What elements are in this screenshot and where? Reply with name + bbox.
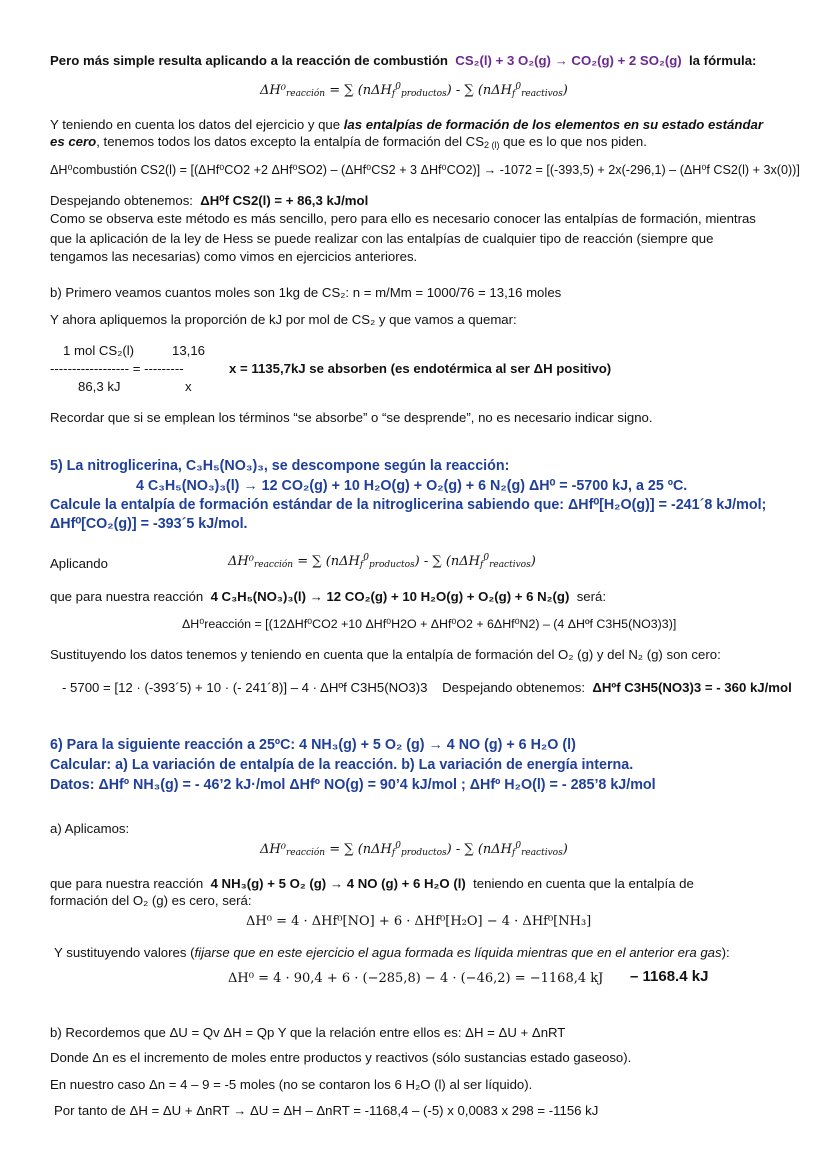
ex5-title: 5) La nitroglicerina, C₃H₅(NO₃)₃, se descompone según la reacción: bbox=[50, 458, 510, 474]
ex6-eq-result: – 1168.4 kJ bbox=[630, 968, 709, 985]
combustion-equation: ΔH⁰combustión CS2(l) = [(ΔHf⁰CO2 +2 ΔHf⁰SO2) – (ΔHf⁰CS2 + 3 ΔHf⁰CO2)] → -1072 = [(-393,5) + 2x(-296,1) – (ΔH⁰f CS2(l) + 3x(0))] bbox=[50, 163, 800, 177]
ex6-datos: Datos: ΔHfº NH₃(g) = - 46’2 kJ·/mol ΔHfº NO(g) = 90’4 kJ/mol ; ΔHfº H₂O(l) = - 285’8 kJ/mol bbox=[50, 777, 656, 793]
frac-bot-right: x bbox=[185, 379, 192, 394]
intro-line-1 bbox=[50, 52, 756, 69]
desp-line: Despejando obtenemos: ΔH⁰f CS2(l) = + 86,3 kJ/mol bbox=[50, 193, 369, 208]
ex5-final-line: - 5700 = [12 · (-393´5) + 10 · (- 241´8)] – 4 · ΔHºf C3H5(NO3)3 Despejando obtenemos: ΔHºf C3H5(NO3)3 = - 360 kJ/mol bbox=[62, 680, 792, 695]
ex6-title: 6) Para la siguiente reacción a 25ºC: 4 NH₃(g) + 5 O₂ (g) → 4 NO (g) + 6 H₂O (l) bbox=[50, 737, 576, 753]
ex6-b-line-2: Donde Δn es el incremento de moles entre productos y reactivos (sólo sustancias estado gaseoso). bbox=[50, 1050, 632, 1065]
ex6-eq-symbolic: ΔH⁰ = 4 · ΔHf⁰[NO] + 6 · ΔHf⁰[H₂O] − 4 · ΔHf⁰[NH₃] bbox=[246, 914, 592, 929]
ex6-reac-line: que para nuestra reacción 4 NH₃(g) + 5 O₂ (g) → 4 NO (g) + 6 H₂O (l) teniendo en cuenta que la entalpía de bbox=[50, 876, 694, 891]
intro-line-4: Como se observa este método es más sencillo, pero para ello es necesario conocer las entalpías de formación, mientras bbox=[50, 211, 756, 226]
ex5-nuestra-line: que para nuestra reacción 4 C₃H₅(NO₃)₃(l) → 12 CO₂(g) + 10 H₂O(g) + O₂(g) + 6 N₂(g) será: bbox=[50, 589, 607, 604]
enthalpy-formula-3: $\Delta H^0_{reacción}$ = ∑ (nΔH$_f^0_{productos}$) - ∑ (nΔH$_f^0_{reactivos}$) bbox=[260, 841, 568, 858]
frac-result: x = 1135,7kJ se absorben (es endotérmica al ser ΔH positivo) bbox=[229, 361, 612, 376]
intro-line-2: Y teniendo en cuenta los datos del ejercicio y que las entalpías de formación de los elementos en su estado estándar bbox=[50, 117, 763, 132]
ex6-ask: Calcular: a) La variación de entalpía de la reacción. b) La variación de energía interna. bbox=[50, 757, 634, 773]
frac-top-left: 1 mol CS₂(l) bbox=[63, 343, 135, 358]
ex6-eq-numeric: ΔH⁰ = 4 · 90,4 + 6 · (−285,8) − 4 · (−46,2) = −1168,4 kJ bbox=[228, 971, 604, 986]
ex5-ask-1: Calcule la entalpía de formación estándar de la nitroglicerina sabiendo que: ΔHf⁰[H₂O(g)] = -241´8 kJ/mol; bbox=[50, 497, 767, 513]
ex5-sust: Sustituyendo los datos tenemos y teniendo en cuenta que la entalpía de formación del O₂ (g) y del N₂ (g) son cero: bbox=[50, 647, 721, 662]
desp-result: ΔH⁰f CS2(l) = + 86,3 kJ/mol bbox=[200, 193, 369, 208]
combustion-reaction: CS₂(l) + 3 O₂(g) → CO₂(g) + 2 SO₂(g) bbox=[455, 53, 682, 68]
intro-text-end: la fórmula: bbox=[689, 53, 757, 68]
frac-bot-left: 86,3 kJ bbox=[78, 379, 121, 394]
intro-text: Pero más simple resulta aplicando a la reacción de combustión bbox=[50, 53, 448, 68]
ex6-b-line-4: Por tanto de ΔH = ΔU + ΔnRT → ΔU = ΔH – ΔnRT = -1168,4 – (-5) x 0,0083 x 298 = -1156 kJ bbox=[54, 1103, 599, 1118]
ex6-a-label: a) Aplicamos: bbox=[50, 821, 130, 836]
part-b-note: Recordar que si se emplean los términos “se absorbe” o “se desprende”, no es necesario indicar signo. bbox=[50, 410, 653, 425]
part-b-line-1: b) Primero veamos cuantos moles son 1kg de CS₂: n = m/Mm = 1000/76 = 13,16 moles bbox=[50, 285, 562, 300]
ex5-aplicando: Aplicando bbox=[50, 556, 108, 571]
frac-top-right: 13,16 bbox=[172, 343, 206, 358]
enthalpy-formula-2: $\Delta H^0_{reacción}$ = ∑ (nΔH$_f^0_{productos}$) - ∑ (nΔH$_f^0_{reactivos}$) bbox=[228, 553, 536, 570]
enthalpy-formula-1: $\Delta H^0_{reacción}$ = ∑ (nΔH$_f^0_{productos}$) - ∑ (nΔH$_f^0_{reactivos}$) bbox=[260, 82, 568, 99]
ex6-b-line-3: En nuestro caso Δn = 4 – 9 = -5 moles (no se contaron los 6 H₂O (l) al ser líquido). bbox=[50, 1077, 533, 1092]
ex5-equation: ΔH⁰reacción = [(12ΔHf⁰CO2 +10 ΔHf⁰H2O + ΔHf⁰O2 + 6ΔHf⁰N2) – (4 ΔHºf C3H5(NO3)3)] bbox=[182, 617, 677, 631]
frac-dash: ------------------ = --------- bbox=[50, 361, 184, 376]
ex5-ask-2: ΔHf⁰[CO₂(g)] = -393´5 kJ/mol. bbox=[50, 516, 248, 532]
ex6-sust-line: Y sustituyendo valores (fijarse que en este ejercicio el agua formada es líquida mientras que en el anterior era gas): bbox=[54, 945, 730, 960]
ex5-reaction: 4 C₃H₅(NO₃)₃(l) → 12 CO₂(g) + 10 H₂O(g) + O₂(g) + 6 N₂(g) ΔH⁰ = -5700 kJ, a 25 ºC. bbox=[136, 478, 688, 494]
intro-line-5: que la aplicación de la ley de Hess se puede realizar con las entalpías de cualquier tipo de reacción (siempre que bbox=[50, 231, 714, 246]
intro-line-3: es cero, tenemos todos los datos excepto la entalpía de formación del $CS_{2 (l)}$ que es lo que nos piden. bbox=[50, 134, 647, 150]
part-b-line-2: Y ahora apliquemos la proporción de kJ por mol de CS₂ y que vamos a quemar: bbox=[50, 312, 517, 327]
ex5-result: ΔHºf C3H5(NO3)3 = - 360 kJ/mol bbox=[592, 680, 792, 695]
ex6-reac-line-2: formación del O₂ (g) es cero, será: bbox=[50, 893, 252, 908]
intro-line-6: tengamos las necesarias) como vimos en ejercicios anteriores. bbox=[50, 249, 418, 264]
ex6-b-line-1: b) Recordemos que ΔU = Qv ΔH = Qp Y que la relación entre ellos es: ΔH = ΔU + ΔnRT bbox=[50, 1025, 566, 1040]
